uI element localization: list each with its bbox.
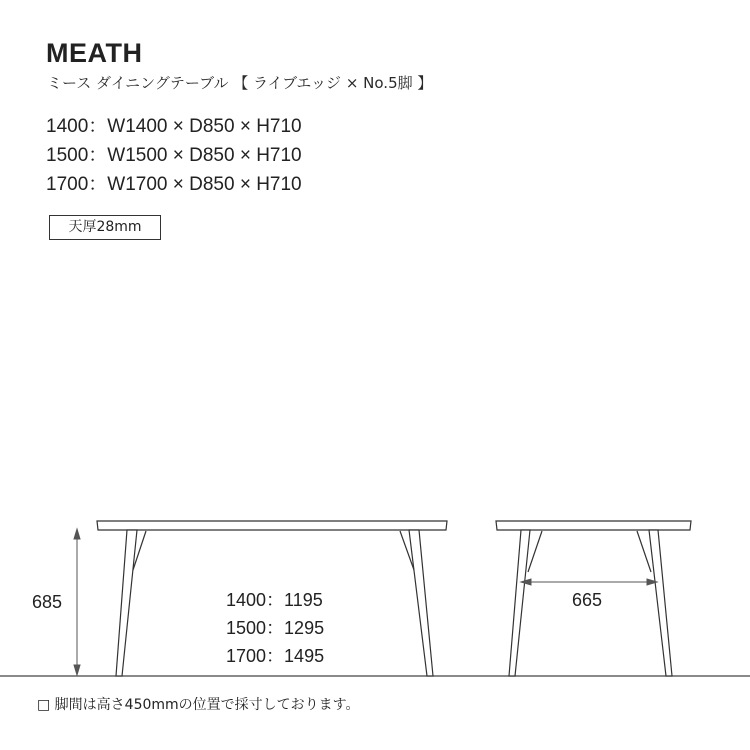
side-brace-right [637, 531, 651, 572]
front-leg-right [409, 530, 433, 676]
side-span-dimension-line [521, 579, 657, 585]
side-leg-left [509, 530, 530, 676]
table-drawing [0, 500, 750, 700]
product-subtitle: ミース ダイニングテーブル 【 ライブエッジ × No.5脚 】 [47, 74, 433, 92]
height-dimension-label: 685 [32, 592, 63, 612]
size-spec-1700: 1700：W1700 × D850 × H710 [46, 174, 302, 195]
side-tabletop [496, 521, 691, 530]
front-leg-left [116, 530, 137, 676]
leg-span-1500: 1500：1295 [226, 618, 325, 638]
side-leg-right [649, 530, 672, 676]
front-tabletop [97, 521, 447, 530]
side-leg-span-label: 665 [572, 590, 603, 610]
height-dimension-line [74, 529, 80, 675]
leg-span-1700: 1700：1495 [226, 646, 325, 666]
top-thickness-label: 天厚28mm [49, 215, 161, 240]
size-spec-1500: 1500：W1500 × D850 × H710 [46, 145, 302, 166]
measurement-footnote: □ 脚間は高さ450mmの位置で採寸しております。 [37, 697, 360, 713]
size-spec-1400: 1400：W1400 × D850 × H710 [46, 116, 302, 137]
side-brace-left [528, 531, 542, 572]
product-title: MEATH [46, 38, 143, 68]
leg-span-1400: 1400：1195 [226, 590, 323, 610]
